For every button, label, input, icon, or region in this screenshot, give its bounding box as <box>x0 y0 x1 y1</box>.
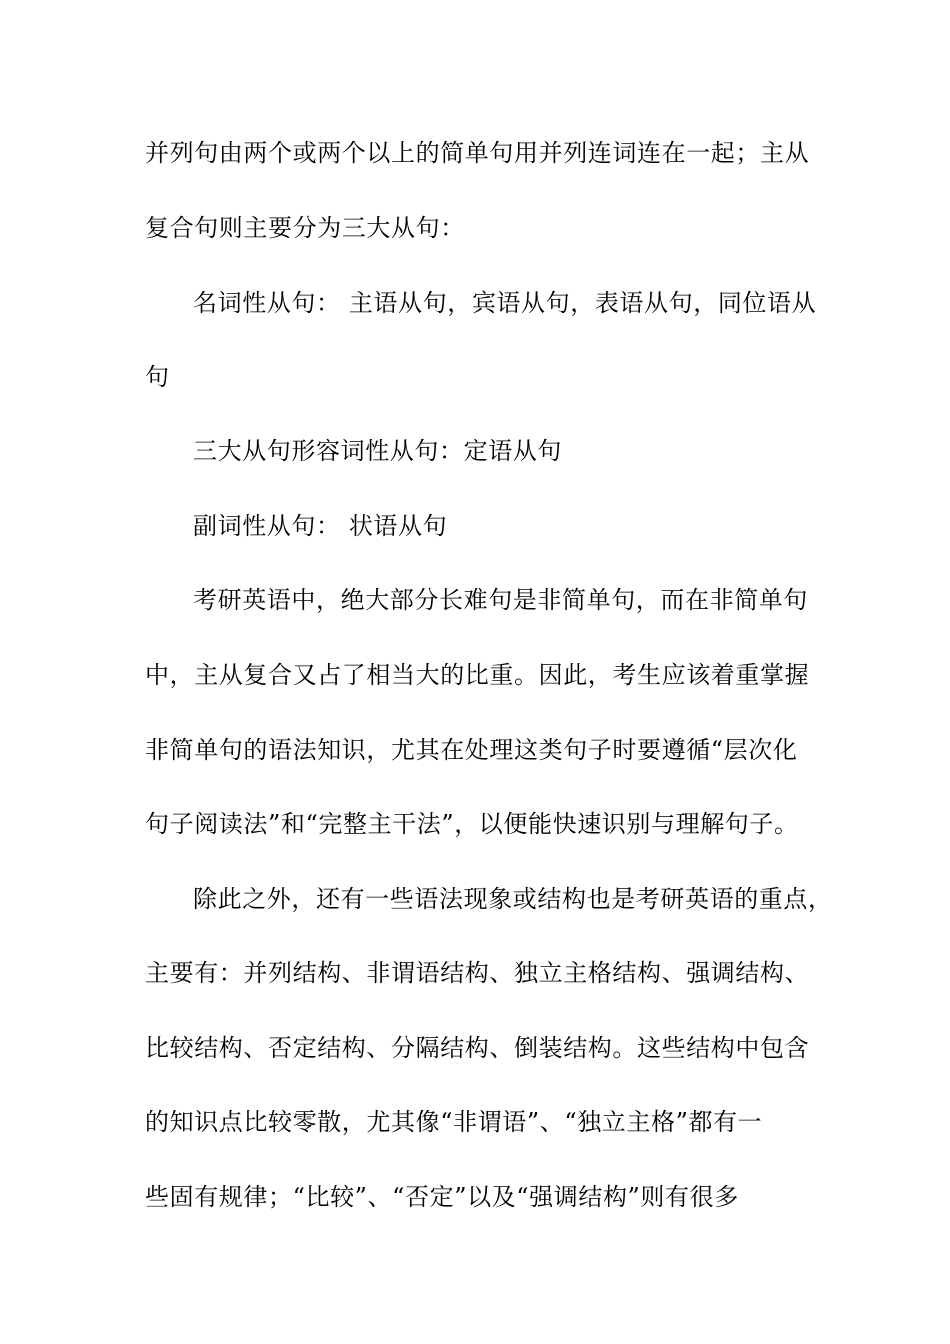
paragraph-line: 复合句则主要分为三大从句： <box>145 214 465 242</box>
paragraph-line: 中，主从复合又占了相当大的比重。因此，考生应该着重掌握 <box>145 661 810 689</box>
paragraph-line: 并列句由两个或两个以上的简单句用并列连词连在一起；主从 <box>145 139 810 167</box>
paragraph-line: 考研英语中，绝大部分长难句是非简单句，而在非简单句 <box>193 586 808 614</box>
paragraph-line: 三大从句形容词性从句：定语从句 <box>193 437 562 465</box>
paragraph-line: 非简单句的语法知识，尤其在处理这类句子时要遵循“层次化 <box>145 736 798 764</box>
paragraph-line: 副词性从句： 状语从句 <box>193 512 448 540</box>
paragraph-line: 比较结构、否定结构、分隔结构、倒装结构。这些结构中包含 <box>145 1034 810 1062</box>
paragraph-line: 句子阅读法”和“完整主干法”，以便能快速识别与理解句子。 <box>145 810 799 838</box>
paragraph-line: 的知识点比较零散，尤其像“非谓语”、“独立主格”都有一 <box>145 1108 763 1136</box>
paragraph-line: 除此之外，还有一些语法现象或结构也是考研英语的重点， <box>193 885 833 913</box>
paragraph-line: 主要有：并列结构、非谓语结构、独立主格结构、强调结构、 <box>145 959 810 987</box>
paragraph-line: 些固有规律；“比较”、“否定”以及“强调结构”则有很多 <box>145 1183 739 1211</box>
paragraph-line: 句 <box>145 363 170 391</box>
paragraph-line: 名词性从句： 主语从句，宾语从句，表语从句，同位语从 <box>193 289 817 317</box>
